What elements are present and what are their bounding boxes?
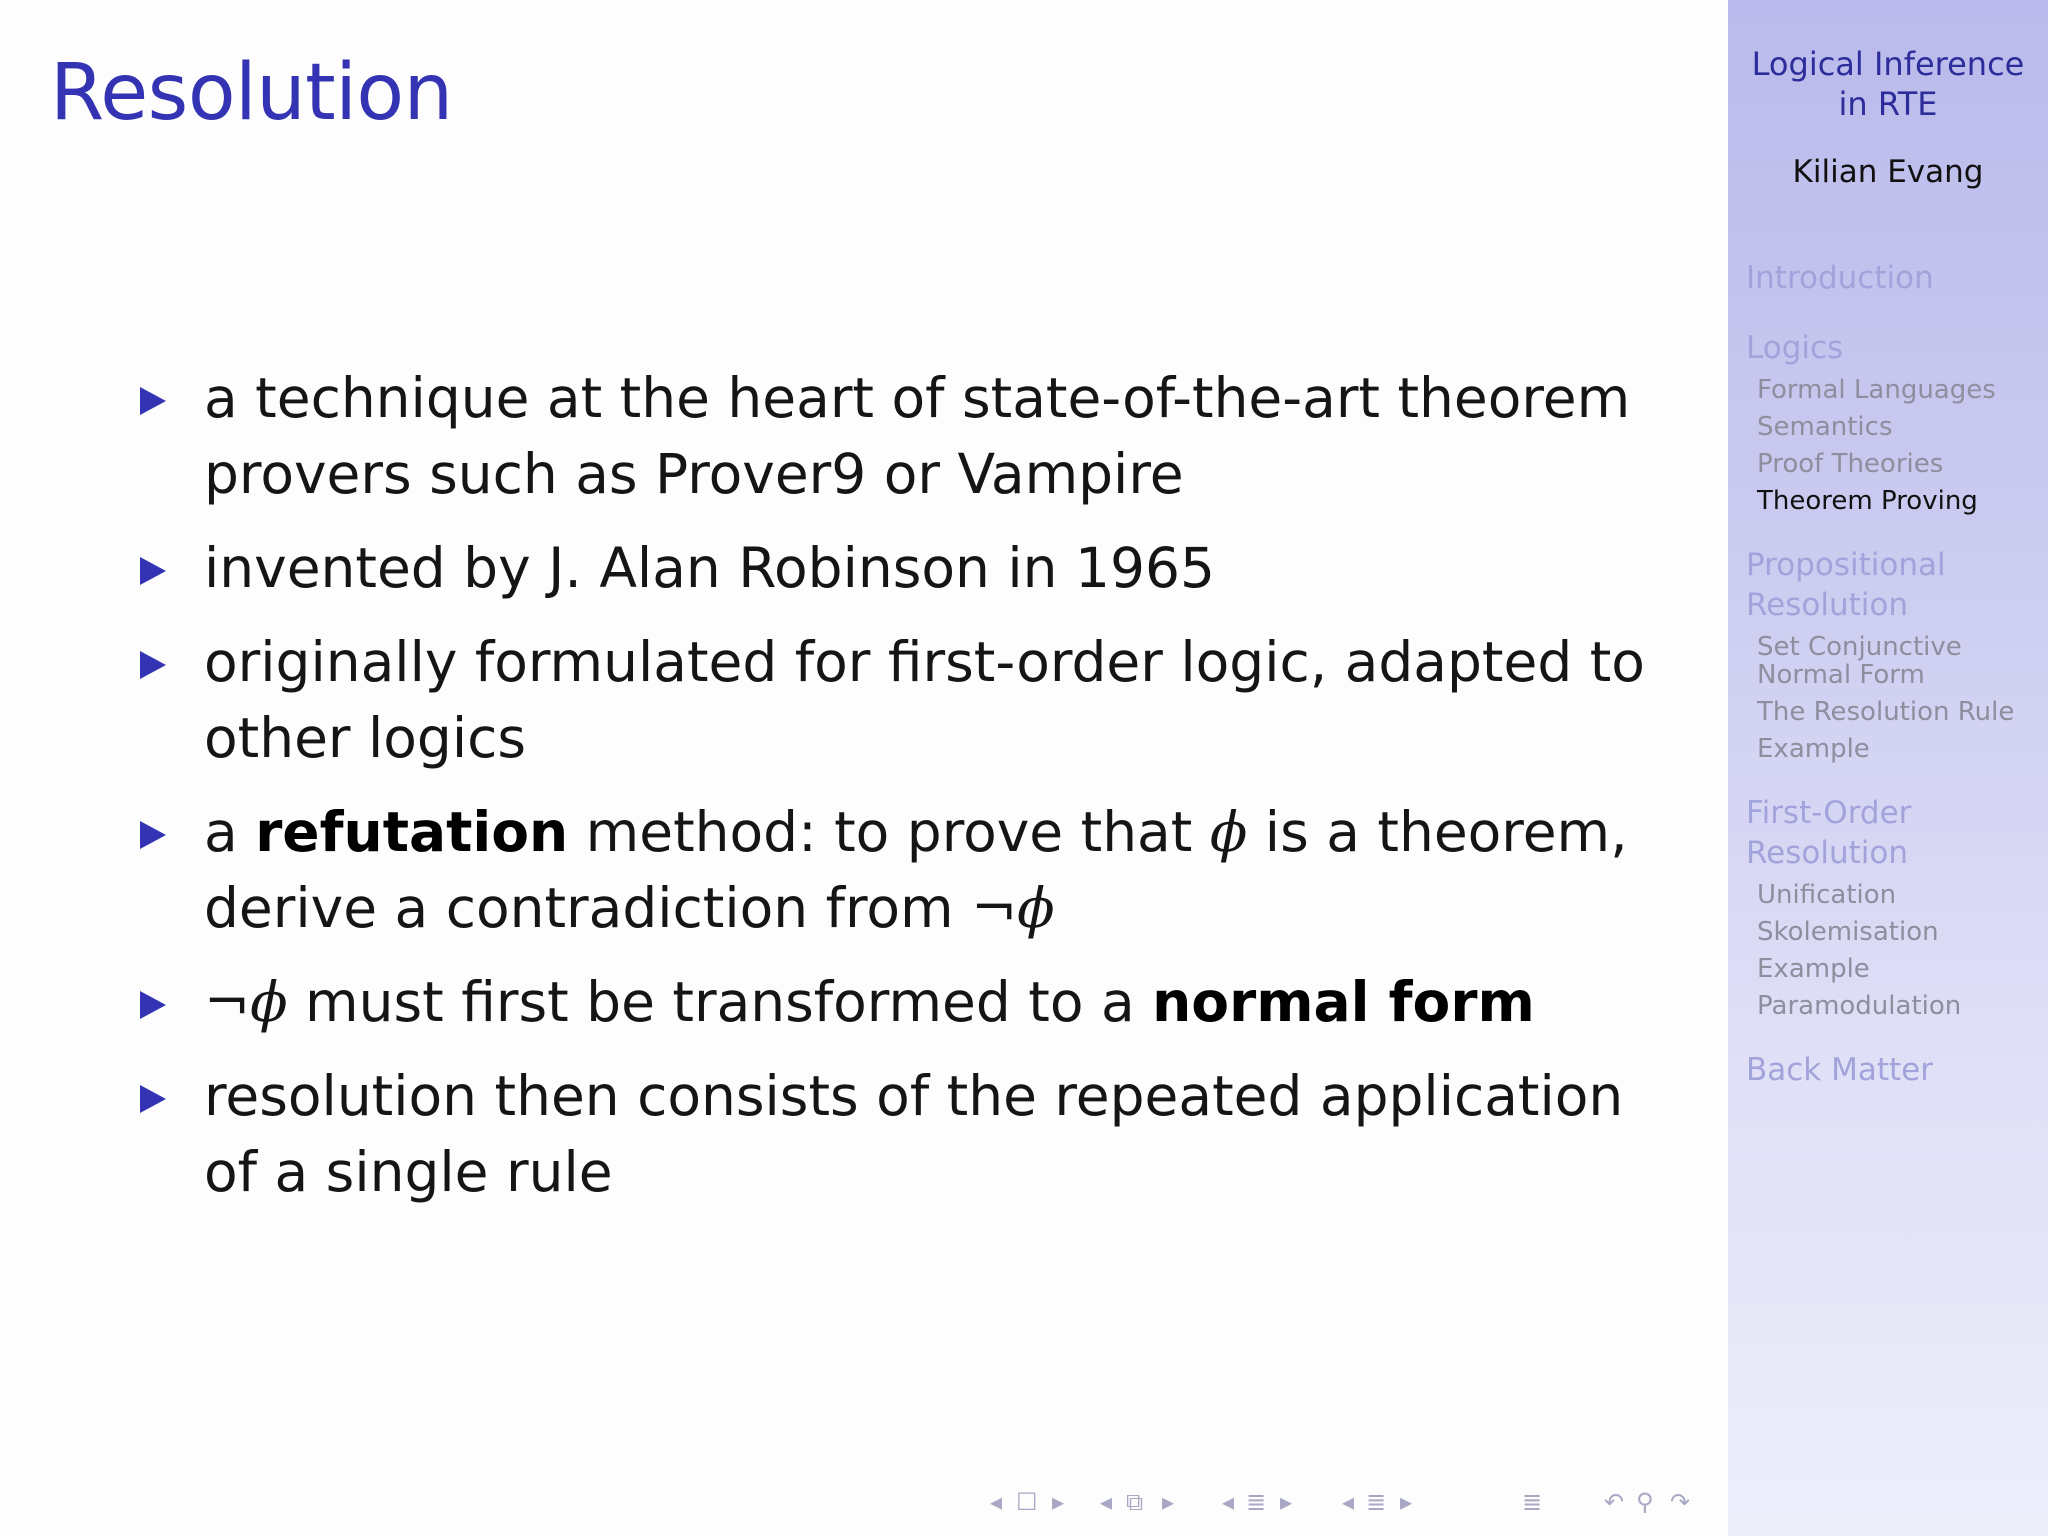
bullet-text: a technique at the heart of state-of-the-art theorem provers such as Prover9 or Vampire — [204, 366, 1631, 506]
frame-icon[interactable]: ☐ — [1016, 1488, 1038, 1516]
bullet-text: resolution then consists of the repeated application of a single rule — [204, 1064, 1624, 1204]
sidebar — [1728, 0, 2048, 1536]
bullet-triangle-icon — [140, 821, 166, 849]
sidebar-section-back-matter[interactable]: Back Matter — [1746, 1052, 1933, 1088]
search-icon[interactable]: ⚲ — [1636, 1488, 1654, 1516]
nav-right-icon[interactable]: ▸ — [1162, 1488, 1175, 1516]
sidebar-subsection-skolemisation[interactable]: Skolemisation — [1757, 917, 1939, 947]
section-icon[interactable]: ≣ — [1246, 1488, 1267, 1516]
nav-left-icon[interactable]: ◂ — [1342, 1488, 1355, 1516]
bullet-triangle-icon — [140, 991, 166, 1019]
forward-icon[interactable]: ↷ — [1670, 1488, 1691, 1516]
nav-right-icon[interactable]: ▸ — [1400, 1488, 1413, 1516]
math-not-phi: ¬ϕ — [204, 970, 288, 1034]
bullet-triangle-icon — [140, 557, 166, 585]
frame-title: Resolution — [50, 48, 453, 138]
sidebar-subsection-example[interactable]: Example — [1757, 734, 1870, 764]
sidebar-subsection-unification[interactable]: Unification — [1757, 880, 1897, 910]
nav-left-icon[interactable]: ◂ — [990, 1488, 1003, 1516]
nav-left-icon[interactable]: ◂ — [1100, 1488, 1113, 1516]
bullet-text: a refutation method: to prove that ϕ is a theorem, derive a contradiction from ¬ϕ — [204, 800, 1628, 940]
bullet-triangle-icon — [140, 387, 166, 415]
sidebar-section-first-order-resolution[interactable]: First-Order Resolution — [1746, 795, 1912, 871]
bullet-item — [140, 1058, 1680, 1210]
sidebar-subsection-paramodulation[interactable]: Paramodulation — [1757, 991, 1962, 1021]
sidebar-subsection-semantics[interactable]: Semantics — [1757, 412, 1893, 442]
bullet-item — [140, 624, 1680, 776]
document-icon[interactable]: ≣ — [1366, 1488, 1387, 1516]
appendix-icon[interactable]: ≣ — [1522, 1488, 1543, 1516]
sidebar-subsection-formal-languages[interactable]: Formal Languages — [1757, 375, 1996, 405]
sidebar-section-introduction[interactable]: Introduction — [1746, 260, 1934, 296]
presentation-title[interactable]: Logical Inference in RTE — [1751, 45, 2025, 123]
bold-term: refutation — [255, 800, 569, 864]
sidebar-section-logics[interactable]: Logics — [1746, 330, 1844, 366]
beamer-navigation-bar — [990, 1488, 1710, 1524]
sidebar-subsection-set-cnf[interactable]: Set Conjunctive Normal Form — [1757, 632, 1962, 690]
math-phi: ϕ — [1209, 800, 1248, 864]
sidebar-section-propositional-resolution[interactable]: Propositional Resolution — [1746, 547, 1946, 623]
bullet-item — [140, 964, 1680, 1040]
bullet-text: invented by J. Alan Robinson in 1965 — [204, 536, 1215, 600]
bullet-text: ¬ϕ must first be transformed to a normal form — [204, 970, 1535, 1034]
sidebar-subsection-resolution-rule[interactable]: The Resolution Rule — [1757, 697, 2015, 727]
math-not-phi: ¬ϕ — [971, 876, 1055, 940]
bullet-list — [140, 360, 1680, 1228]
bullet-item — [140, 794, 1680, 946]
sidebar-subsection-proof-theories[interactable]: Proof Theories — [1757, 449, 1944, 479]
nav-left-icon[interactable]: ◂ — [1222, 1488, 1235, 1516]
bullet-item — [140, 360, 1680, 512]
bullet-item — [140, 530, 1680, 606]
sidebar-navigation — [1746, 258, 2046, 1090]
bullet-triangle-icon — [140, 651, 166, 679]
sidebar-subsection-theorem-proving[interactable]: Theorem Proving — [1757, 486, 1978, 516]
back-icon[interactable]: ↶ — [1604, 1488, 1625, 1516]
bold-term: normal form — [1152, 970, 1535, 1034]
nav-right-icon[interactable]: ▸ — [1052, 1488, 1065, 1516]
bullet-triangle-icon — [140, 1085, 166, 1113]
presentation-author: Kilian Evang — [1792, 154, 1984, 190]
subsection-icon[interactable]: ⧉ — [1126, 1488, 1144, 1516]
nav-right-icon[interactable]: ▸ — [1280, 1488, 1293, 1516]
bullet-text: originally formulated for first-order logic, adapted to other logics — [204, 630, 1645, 770]
sidebar-subsection-example[interactable]: Example — [1757, 954, 1870, 984]
